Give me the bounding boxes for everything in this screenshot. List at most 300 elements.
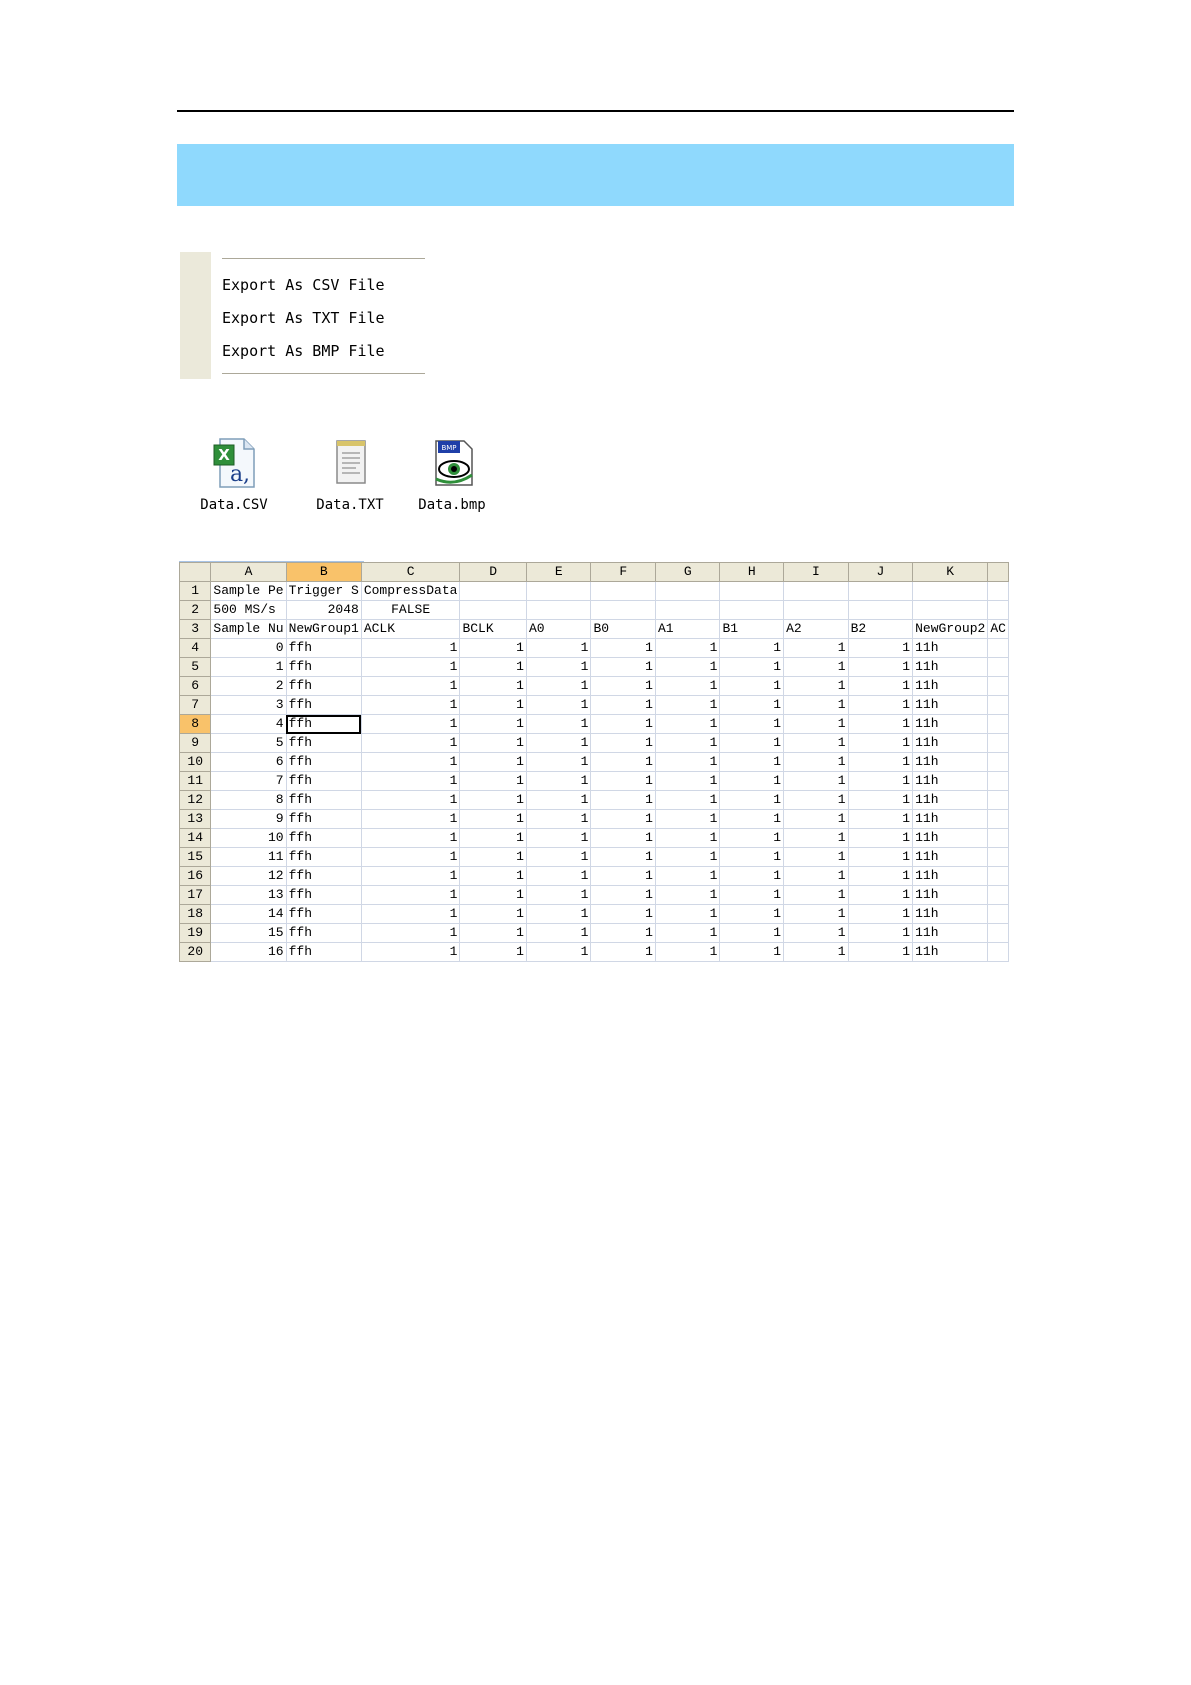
cell[interactable]: 1	[591, 696, 656, 715]
cell[interactable]: 1	[591, 829, 656, 848]
cell[interactable]: 1	[361, 886, 460, 905]
cell[interactable]: 1	[361, 677, 460, 696]
cell[interactable]	[988, 582, 1009, 601]
cell[interactable]: 1	[784, 734, 849, 753]
cell[interactable]: 1	[526, 772, 591, 791]
cell[interactable]: A0	[526, 620, 591, 639]
cell[interactable]	[720, 962, 784, 963]
cell[interactable]: 1	[361, 658, 460, 677]
cell[interactable]: Sample Pe	[211, 582, 286, 601]
cell[interactable]: 1	[655, 867, 720, 886]
cell[interactable]: 13	[211, 886, 286, 905]
cell[interactable]: 1	[361, 924, 460, 943]
cell[interactable]: 11h	[913, 696, 988, 715]
cell[interactable]	[526, 582, 591, 601]
file-data-bmp[interactable]	[402, 435, 502, 513]
cell[interactable]	[988, 772, 1009, 791]
cell[interactable]: ffh	[286, 943, 361, 962]
cell[interactable]: 5	[211, 734, 286, 753]
column-header-d[interactable]: D	[460, 563, 527, 582]
cell[interactable]: 1	[591, 848, 656, 867]
cell[interactable]	[591, 962, 656, 963]
cell[interactable]	[988, 962, 1009, 963]
cell[interactable]: 1	[361, 791, 460, 810]
cell[interactable]: ffh	[286, 753, 361, 772]
cell[interactable]: 1	[655, 734, 720, 753]
cell[interactable]: NewGroup2	[913, 620, 988, 639]
cell[interactable]: 1	[591, 753, 656, 772]
cell[interactable]: 11h	[913, 753, 988, 772]
cell[interactable]: 1	[655, 829, 720, 848]
cell[interactable]: 3	[211, 696, 286, 715]
cell[interactable]: Trigger S	[286, 582, 361, 601]
cell[interactable]: 1	[784, 791, 849, 810]
cell[interactable]: 1	[655, 715, 720, 734]
cell[interactable]: 1	[655, 791, 720, 810]
cell[interactable]: 1	[720, 848, 784, 867]
cell[interactable]: 1	[655, 753, 720, 772]
cell[interactable]	[988, 658, 1009, 677]
cell[interactable]	[988, 639, 1009, 658]
cell[interactable]: 1	[848, 924, 913, 943]
cell[interactable]: 11h	[913, 715, 988, 734]
cell[interactable]: Sample Nu	[211, 620, 286, 639]
cell[interactable]	[526, 601, 591, 620]
cell[interactable]: 1	[591, 658, 656, 677]
cell[interactable]	[591, 601, 656, 620]
cell[interactable]	[655, 601, 720, 620]
cell[interactable]: ffh	[286, 886, 361, 905]
cell[interactable]: ffh	[286, 658, 361, 677]
row-header-15[interactable]: 15	[180, 848, 211, 867]
cell[interactable]: 12	[211, 867, 286, 886]
cell[interactable]: 1	[848, 829, 913, 848]
cell[interactable]	[988, 829, 1009, 848]
cell[interactable]: 11h	[913, 639, 988, 658]
cell[interactable]: 1	[591, 924, 656, 943]
cell[interactable]: 4	[211, 715, 286, 734]
row-header-9[interactable]: 9	[180, 734, 211, 753]
cell[interactable]: 1	[655, 772, 720, 791]
cell[interactable]	[460, 962, 527, 963]
cell[interactable]: 1	[720, 943, 784, 962]
cell[interactable]: ffh	[286, 696, 361, 715]
cell[interactable]: 14	[211, 905, 286, 924]
cell[interactable]: 1	[526, 734, 591, 753]
cell[interactable]: 1	[720, 696, 784, 715]
row-header-10[interactable]: 10	[180, 753, 211, 772]
cell[interactable]: 1	[720, 924, 784, 943]
cell[interactable]: 1	[526, 810, 591, 829]
cell[interactable]	[460, 582, 527, 601]
column-header-b[interactable]: B	[286, 563, 361, 582]
cell[interactable]: 1	[460, 943, 527, 962]
cell[interactable]: 1	[361, 772, 460, 791]
cell[interactable]: 6	[211, 753, 286, 772]
cell[interactable]	[988, 867, 1009, 886]
file-data-txt[interactable]	[300, 435, 400, 513]
cell[interactable]	[784, 601, 849, 620]
cell[interactable]: 1	[361, 715, 460, 734]
cell[interactable]	[988, 943, 1009, 962]
cell[interactable]: ffh	[286, 848, 361, 867]
table-row	[180, 715, 1009, 734]
cell[interactable]: 11	[211, 848, 286, 867]
cell[interactable]: 1	[460, 791, 527, 810]
cell[interactable]: 1	[591, 715, 656, 734]
cell[interactable]: 1	[655, 943, 720, 962]
row-header-19[interactable]: 19	[180, 924, 211, 943]
column-header-h[interactable]: H	[720, 563, 784, 582]
row-header-3[interactable]: 3	[180, 620, 211, 639]
cell[interactable]	[913, 601, 988, 620]
cell[interactable]: 7	[211, 772, 286, 791]
cell[interactable]: 1	[460, 734, 527, 753]
file-data-csv[interactable]	[184, 435, 284, 513]
cell[interactable]: 1	[591, 867, 656, 886]
cell[interactable]: 11h	[913, 848, 988, 867]
column-header-c[interactable]: C	[361, 563, 460, 582]
cell[interactable]: 1	[848, 772, 913, 791]
cell[interactable]: 11h	[913, 886, 988, 905]
cell[interactable]: 1	[720, 886, 784, 905]
cell[interactable]: 1	[655, 886, 720, 905]
cell[interactable]: 1	[720, 753, 784, 772]
export-context-menu	[180, 252, 425, 379]
table-row	[180, 810, 1009, 829]
cell[interactable]	[988, 601, 1009, 620]
cell[interactable]: 1	[848, 867, 913, 886]
cell[interactable]: 1	[361, 867, 460, 886]
cell[interactable]: 8	[211, 791, 286, 810]
menu-item-export-csv[interactable]: Export As CSV File	[222, 276, 385, 294]
cell[interactable]: ffh	[286, 772, 361, 791]
cell[interactable]: 1	[848, 905, 913, 924]
cell[interactable]: 1	[784, 886, 849, 905]
cell[interactable]: 1	[720, 772, 784, 791]
cell[interactable]: 1	[655, 658, 720, 677]
cell[interactable]	[988, 810, 1009, 829]
column-header-j[interactable]: J	[848, 563, 913, 582]
cell[interactable]: 1	[460, 696, 527, 715]
row-header-5[interactable]: 5	[180, 658, 211, 677]
cell[interactable]: 1	[784, 696, 849, 715]
cell[interactable]: 1	[784, 658, 849, 677]
cell[interactable]	[526, 962, 591, 963]
cell[interactable]	[720, 582, 784, 601]
cell[interactable]	[988, 715, 1009, 734]
cell[interactable]: 1	[460, 677, 527, 696]
cell[interactable]: 1	[526, 677, 591, 696]
cell[interactable]: 16	[211, 943, 286, 962]
cell[interactable]: 1	[720, 810, 784, 829]
cell[interactable]: 1	[784, 943, 849, 962]
menu-item-export-txt[interactable]: Export As TXT File	[222, 309, 385, 327]
cell[interactable]	[988, 905, 1009, 924]
row-header-4[interactable]: 4	[180, 639, 211, 658]
cell[interactable]: ffh	[286, 867, 361, 886]
cell[interactable]	[784, 962, 849, 963]
cell[interactable]: 11h	[913, 772, 988, 791]
row-header-18[interactable]: 18	[180, 905, 211, 924]
cell[interactable]: 9	[211, 810, 286, 829]
cell[interactable]: 1	[460, 905, 527, 924]
cell[interactable]: 1	[720, 905, 784, 924]
cell[interactable]: CompressData	[361, 582, 460, 601]
cell[interactable]: ffh	[286, 734, 361, 753]
column-header-g[interactable]: G	[655, 563, 720, 582]
cell[interactable]: 11h	[913, 924, 988, 943]
cell[interactable]: ffh	[286, 810, 361, 829]
cell[interactable]: B0	[591, 620, 656, 639]
cell[interactable]: 1	[720, 867, 784, 886]
cell[interactable]: 1	[784, 639, 849, 658]
cell[interactable]: ffh	[286, 639, 361, 658]
cell[interactable]	[988, 677, 1009, 696]
cell[interactable]: 1	[460, 924, 527, 943]
cell[interactable]: 1	[784, 677, 849, 696]
cell[interactable]: 1	[591, 791, 656, 810]
cell[interactable]: ffh	[286, 905, 361, 924]
cell[interactable]: 1	[526, 696, 591, 715]
row-header-20[interactable]: 20	[180, 943, 211, 962]
cell[interactable]: 1	[460, 772, 527, 791]
row-header-16[interactable]: 16	[180, 867, 211, 886]
cell[interactable]: 1	[460, 715, 527, 734]
cell[interactable]: 1	[784, 772, 849, 791]
cell[interactable]: 1	[848, 886, 913, 905]
cell[interactable]	[460, 601, 527, 620]
cell[interactable]: 1	[460, 658, 527, 677]
cell[interactable]: 1	[526, 658, 591, 677]
column-header-f[interactable]: F	[591, 563, 656, 582]
cell[interactable]: 1	[784, 753, 849, 772]
cell[interactable]: 1	[784, 867, 849, 886]
cell[interactable]: ffh	[286, 829, 361, 848]
cell[interactable]	[848, 582, 913, 601]
cell[interactable]: 1	[361, 905, 460, 924]
cell[interactable]: B2	[848, 620, 913, 639]
cell[interactable]: 1	[848, 639, 913, 658]
cell[interactable]: 1	[784, 810, 849, 829]
cell[interactable]: A2	[784, 620, 849, 639]
row-header-8[interactable]: 8	[180, 715, 211, 734]
cell[interactable]	[286, 962, 361, 963]
cell[interactable]: FALSE	[361, 601, 460, 620]
cell[interactable]	[988, 696, 1009, 715]
cell[interactable]: 1	[361, 696, 460, 715]
cell[interactable]: 1	[720, 829, 784, 848]
cell[interactable]: 1	[526, 943, 591, 962]
cell[interactable]: 1	[211, 658, 286, 677]
cell[interactable]	[848, 962, 913, 963]
row-header-14[interactable]: 14	[180, 829, 211, 848]
cell[interactable]: 1	[460, 829, 527, 848]
cell[interactable]: B1	[720, 620, 784, 639]
cell[interactable]: 1	[848, 753, 913, 772]
file-name: Data.bmp	[418, 497, 486, 513]
cell[interactable]: 1	[591, 677, 656, 696]
cell[interactable]: 11h	[913, 791, 988, 810]
cell[interactable]: NewGroup1	[286, 620, 361, 639]
row-header-17[interactable]: 17	[180, 886, 211, 905]
cell[interactable]: 2048	[286, 601, 361, 620]
column-header-partial[interactable]	[988, 563, 1009, 582]
cell[interactable]: 1	[848, 734, 913, 753]
cell[interactable]: 1	[591, 772, 656, 791]
column-header-i[interactable]: I	[784, 563, 849, 582]
cell[interactable]	[784, 582, 849, 601]
cell[interactable]: 1	[655, 924, 720, 943]
row-header-6[interactable]: 6	[180, 677, 211, 696]
menu-item-export-bmp[interactable]: Export As BMP File	[222, 342, 385, 360]
cell[interactable]: 1	[848, 943, 913, 962]
cell[interactable]	[720, 601, 784, 620]
cell[interactable]: ffh	[286, 715, 361, 734]
cell[interactable]: 1	[720, 734, 784, 753]
cell[interactable]: 1	[361, 639, 460, 658]
spreadsheet	[179, 562, 1009, 962]
cell[interactable]: 10	[211, 829, 286, 848]
cell[interactable]: 1	[655, 810, 720, 829]
cell[interactable]: 11h	[913, 905, 988, 924]
cell[interactable]: 1	[361, 810, 460, 829]
cell[interactable]: AC	[988, 620, 1009, 639]
cell[interactable]: 1	[784, 715, 849, 734]
cell[interactable]: 1	[720, 658, 784, 677]
cell[interactable]: 1	[361, 734, 460, 753]
cell[interactable]: A1	[655, 620, 720, 639]
cell[interactable]	[988, 886, 1009, 905]
row-header-11[interactable]: 11	[180, 772, 211, 791]
cell[interactable]: 1	[591, 639, 656, 658]
cell[interactable]: 1	[526, 924, 591, 943]
cell[interactable]: ACLK	[361, 620, 460, 639]
row-header-12[interactable]: 12	[180, 791, 211, 810]
cell[interactable]: ffh	[286, 924, 361, 943]
cell[interactable]: 1	[361, 848, 460, 867]
cell[interactable]: 1	[784, 924, 849, 943]
cell[interactable]: 1	[848, 696, 913, 715]
cell[interactable]	[988, 753, 1009, 772]
cell[interactable]	[988, 734, 1009, 753]
cell[interactable]: 1	[591, 943, 656, 962]
cell[interactable]: 1	[720, 715, 784, 734]
cell[interactable]: 500 MS/s	[211, 601, 286, 620]
cell[interactable]: 1	[655, 848, 720, 867]
cell[interactable]: 1	[526, 867, 591, 886]
cell[interactable]: 11h	[913, 867, 988, 886]
cell[interactable]	[211, 962, 286, 963]
cell[interactable]: BCLK	[460, 620, 527, 639]
cell[interactable]: 1	[591, 734, 656, 753]
cell[interactable]	[655, 962, 720, 963]
cell[interactable]: 1	[848, 810, 913, 829]
column-header-e[interactable]: E	[526, 563, 591, 582]
cell[interactable]: 1	[655, 639, 720, 658]
cell[interactable]: 1	[526, 886, 591, 905]
cell[interactable]: 1	[591, 905, 656, 924]
row-header-2[interactable]: 2	[180, 601, 211, 620]
cell[interactable]	[361, 962, 460, 963]
cell[interactable]	[988, 924, 1009, 943]
cell[interactable]: 1	[655, 677, 720, 696]
select-all-corner[interactable]	[180, 563, 211, 582]
cell[interactable]: 1	[655, 905, 720, 924]
cell[interactable]: 1	[526, 829, 591, 848]
cell[interactable]	[655, 582, 720, 601]
cell[interactable]: 11h	[913, 677, 988, 696]
cell[interactable]: 1	[361, 753, 460, 772]
cell[interactable]: 1	[361, 829, 460, 848]
cell[interactable]: 1	[848, 658, 913, 677]
cell[interactable]: 1	[526, 639, 591, 658]
cell[interactable]: 1	[720, 639, 784, 658]
cell[interactable]: ffh	[286, 791, 361, 810]
cell[interactable]: 1	[460, 753, 527, 772]
cell[interactable]: 11h	[913, 734, 988, 753]
row-header-7[interactable]: 7	[180, 696, 211, 715]
cell[interactable]: 0	[211, 639, 286, 658]
cell[interactable]: 1	[848, 677, 913, 696]
cell[interactable]: 1	[526, 753, 591, 772]
cell[interactable]: 1	[848, 848, 913, 867]
cell[interactable]: 1	[460, 867, 527, 886]
cell[interactable]: 1	[526, 848, 591, 867]
cell[interactable]: 1	[655, 696, 720, 715]
cell[interactable]: 15	[211, 924, 286, 943]
cell[interactable]: 1	[591, 810, 656, 829]
cell[interactable]: 11h	[913, 658, 988, 677]
cell[interactable]: 1	[848, 715, 913, 734]
cell[interactable]	[913, 962, 988, 963]
row-header-13[interactable]: 13	[180, 810, 211, 829]
cell[interactable]: 1	[526, 791, 591, 810]
cell[interactable]	[591, 582, 656, 601]
cell[interactable]: 1	[361, 943, 460, 962]
table-row	[180, 905, 1009, 924]
column-header-k[interactable]: K	[913, 563, 988, 582]
cell[interactable]: ffh	[286, 677, 361, 696]
cell[interactable]: 1	[460, 886, 527, 905]
cell[interactable]: 1	[526, 905, 591, 924]
cell[interactable]: 1	[784, 848, 849, 867]
cell[interactable]: 2	[211, 677, 286, 696]
row-header-partial[interactable]	[180, 962, 211, 963]
cell[interactable]	[913, 582, 988, 601]
cell[interactable]: 1	[460, 639, 527, 658]
cell[interactable]: 11h	[913, 829, 988, 848]
cell[interactable]: 1	[848, 791, 913, 810]
cell[interactable]: 1	[526, 715, 591, 734]
cell[interactable]	[988, 791, 1009, 810]
cell[interactable]: 1	[460, 810, 527, 829]
row-header-1[interactable]: 1	[180, 582, 211, 601]
column-header-a[interactable]: A	[211, 563, 286, 582]
cell[interactable]	[848, 601, 913, 620]
cell[interactable]: 11h	[913, 810, 988, 829]
cell[interactable]: 1	[720, 677, 784, 696]
cell[interactable]: 1	[460, 848, 527, 867]
cell[interactable]: 1	[784, 905, 849, 924]
cell[interactable]	[988, 848, 1009, 867]
cell[interactable]: 1	[591, 886, 656, 905]
table-row	[180, 886, 1009, 905]
cell[interactable]: 1	[720, 791, 784, 810]
cell[interactable]: 11h	[913, 943, 988, 962]
cell[interactable]: 1	[784, 829, 849, 848]
file-name: Data.CSV	[200, 497, 268, 513]
